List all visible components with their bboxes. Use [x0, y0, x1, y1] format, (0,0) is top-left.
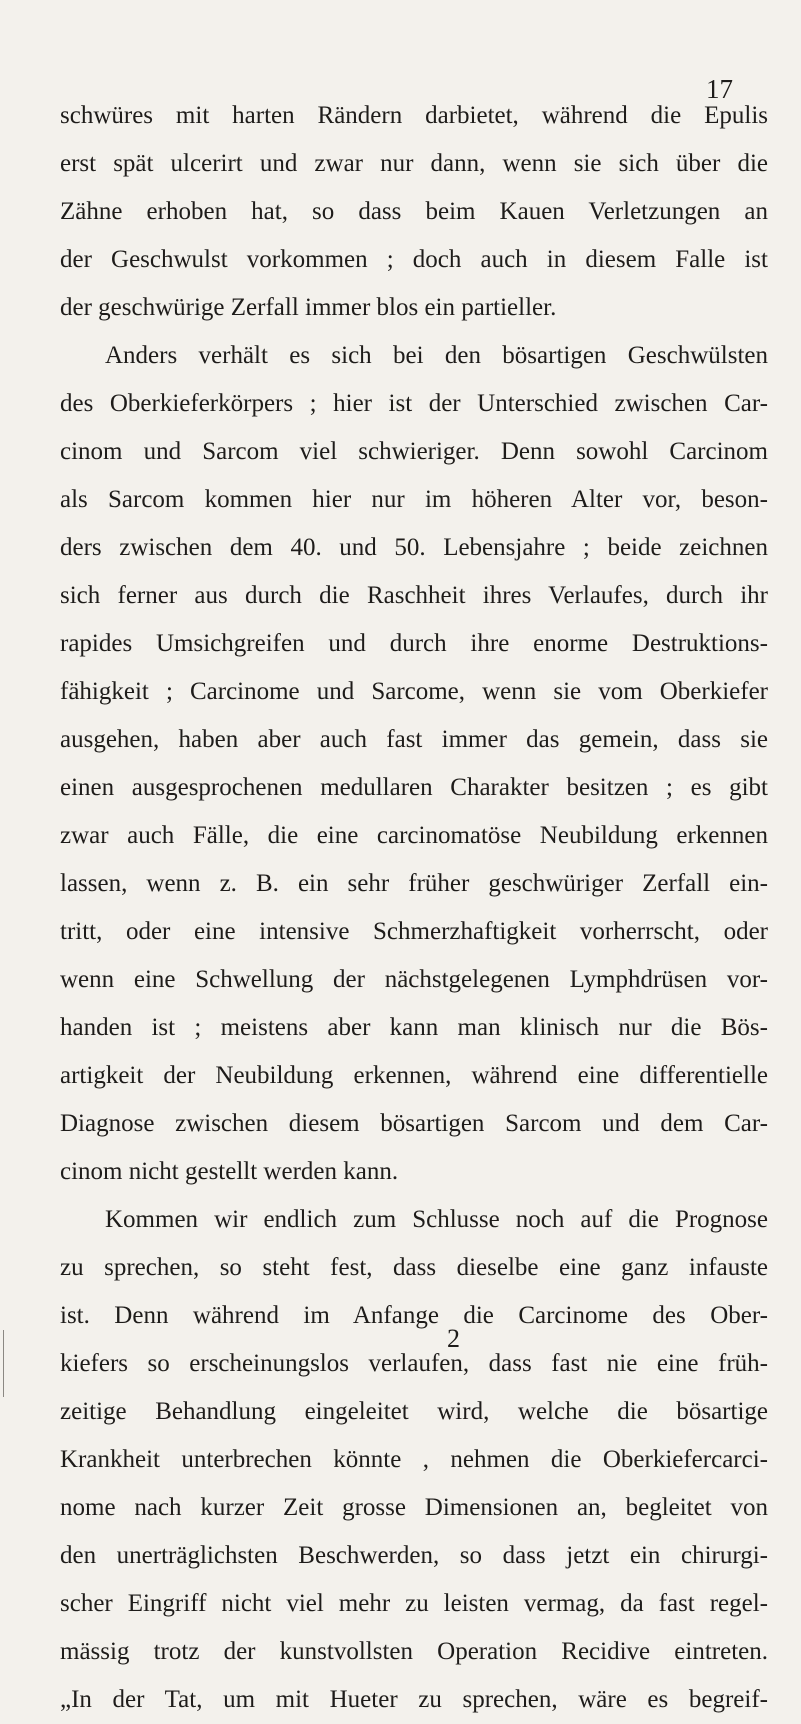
body-text — [60, 92, 768, 1724]
text-line: handen ist ; meistens aber kann man klinisch nur die Bös- — [60, 1014, 768, 1041]
text-line: lassen, wenn z. B. ein sehr früher geschwüriger Zerfall ein- — [60, 870, 768, 897]
text-line: Zähne erhoben hat, so dass beim Kauen Verletzungen an — [60, 198, 768, 225]
text-line: zwar auch Fälle, die eine carcinomatöse Neubildung erkennen — [60, 822, 768, 849]
text-line: „In der Tat, um mit Hueter zu sprechen, wäre es begreif- — [60, 1686, 768, 1713]
text-line: ausgehen, haben aber auch fast immer das gemein, dass sie — [60, 726, 768, 753]
text-line: Krankheit unterbrechen könnte , nehmen die Oberkiefercarci- — [60, 1446, 768, 1473]
text-line: kiefers so erscheinungslos verlaufen, dass fast nie eine früh- — [60, 1350, 768, 1377]
text-line: fähigkeit ; Carcinome und Sarcome, wenn sie vom Oberkiefer — [60, 678, 768, 705]
text-line: der geschwürige Zerfall immer blos ein partieller. — [60, 294, 557, 321]
text-line: wenn eine Schwellung der nächstgelegenen Lymphdrüsen vor- — [60, 966, 768, 993]
text-line: tritt, oder eine intensive Schmerzhaftigkeit vorherrscht, oder — [60, 918, 768, 945]
margin-rule — [3, 1330, 4, 1397]
text-line: ders zwischen dem 40. und 50. Lebensjahre ; beide zeichnen — [60, 534, 768, 561]
text-line: artigkeit der Neubildung erkennen, während eine differentielle — [60, 1062, 768, 1089]
paragraph-start-line: Anders verhält es sich bei den bösartigen Geschwülsten — [105, 342, 768, 369]
paragraph-start-line: Kommen wir endlich zum Schlusse noch auf die Prognose — [105, 1206, 768, 1233]
text-line: mässig trotz der kunstvollsten Operation Recidive eintreten. — [60, 1638, 768, 1665]
text-line: schwüres mit harten Rändern darbietet, während die Epulis — [60, 102, 768, 129]
text-line: nome nach kurzer Zeit grosse Dimensionen an, begleitet von — [60, 1494, 768, 1521]
text-line: erst spät ulcerirt und zwar nur dann, wenn sie sich über die — [60, 150, 768, 177]
text-line: cinom und Sarcom viel schwieriger. Denn sowohl Carcinom — [60, 438, 768, 465]
text-line: sich ferner aus durch die Raschheit ihres Verlaufes, durch ihr — [60, 582, 768, 609]
text-line: der Geschwulst vorkommen ; doch auch in diesem Falle ist — [60, 246, 768, 273]
text-line: als Sarcom kommen hier nur im höheren Alter vor, beson- — [60, 486, 768, 513]
text-line: Diagnose zwischen diesem bösartigen Sarcom und dem Car- — [60, 1110, 768, 1137]
text-line: des Oberkieferkörpers ; hier ist der Unterschied zwischen Car- — [60, 390, 768, 417]
text-line: rapides Umsichgreifen und durch ihre enorme Destruktions- — [60, 630, 768, 657]
text-line: zeitige Behandlung eingeleitet wird, welche die bösartige — [60, 1398, 768, 1425]
signature-mark: 2 — [447, 1324, 460, 1353]
text-line: ist. Denn während im Anfange die Carcinome des Ober- — [60, 1302, 768, 1329]
text-line: scher Eingriff nicht viel mehr zu leisten vermag, da fast regel- — [60, 1590, 768, 1617]
page-number: 17 — [706, 74, 733, 104]
text-line: zu sprechen, so steht fest, dass dieselbe eine ganz infauste — [60, 1254, 768, 1281]
text-line: einen ausgesprochenen medullaren Charakter besitzen ; es gibt — [60, 774, 768, 801]
text-line: cinom nicht gestellt werden kann. — [60, 1158, 399, 1185]
text-line: den unerträglichsten Beschwerden, so dass jetzt ein chirurgi- — [60, 1542, 768, 1569]
